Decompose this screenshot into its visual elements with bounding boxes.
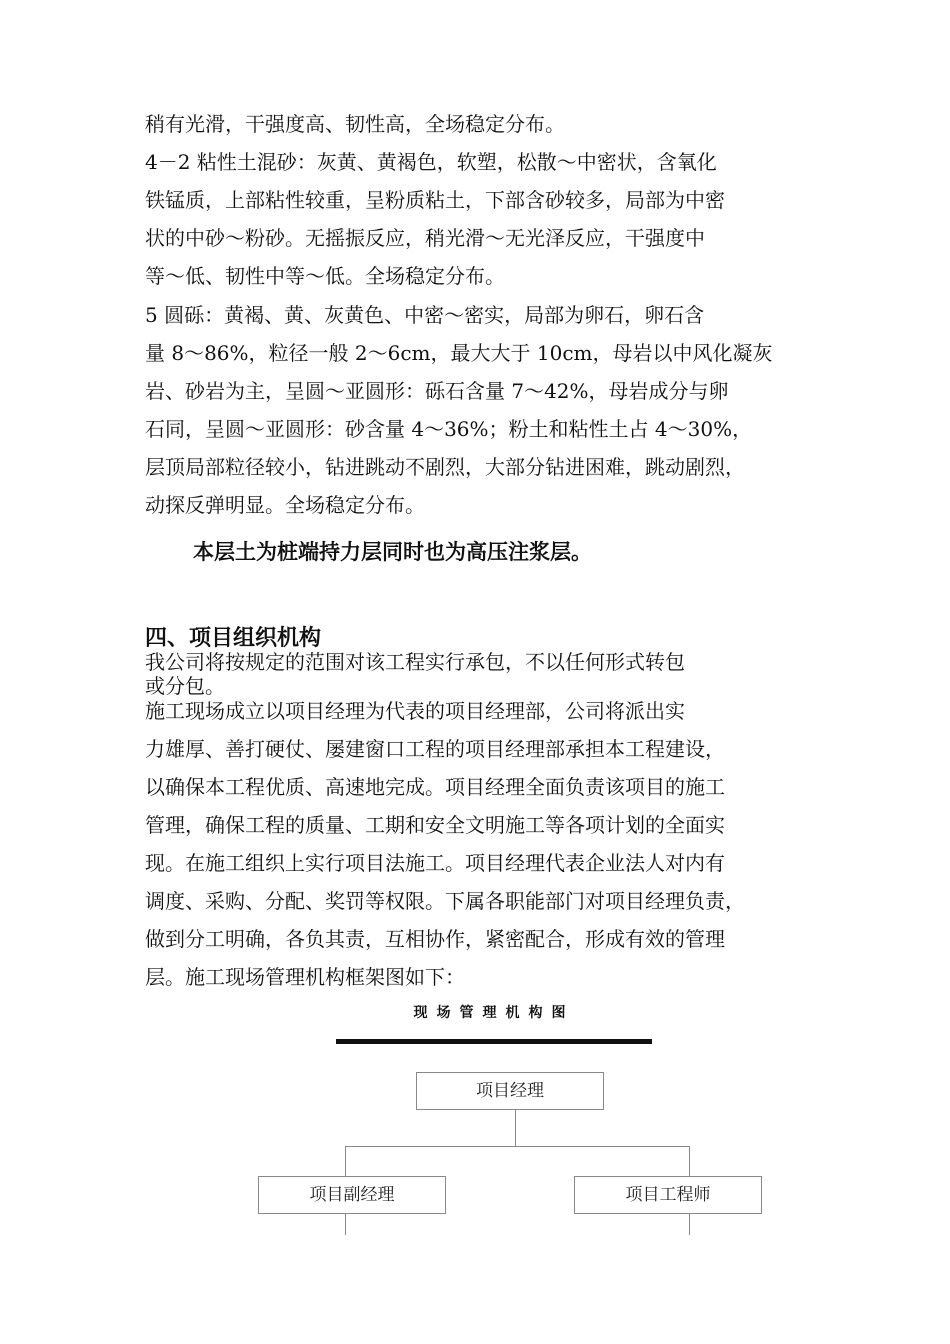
para-line: 我公司将按规定的范围对该工程实行承包，不以任何形式转包 (145, 650, 685, 674)
connector (345, 1146, 690, 1147)
para-line: 力雄厚、善打硬仗、屡建窗口工程的项目经理部承担本工程建设， (145, 737, 725, 761)
para-line: 管理，确保工程的质量、工期和安全文明施工等各项计划的全面实 (145, 813, 725, 837)
para-line: 5 圆砾：黄褐、黄、灰黄色、中密～密实，局部为卵石，卵石含 (145, 303, 705, 327)
para-line: 现。在施工组织上实行项目法施工。项目经理代表企业法人对内有 (145, 851, 725, 875)
para-line: 稍有光滑，干强度高、韧性高，全场稳定分布。 (145, 112, 565, 136)
para-line: 以确保本工程优质、高速地完成。项目经理全面负责该项目的施工 (145, 775, 725, 799)
org-chart-title: 现场管理机构图 (413, 1005, 575, 1021)
para-line: 施工现场成立以项目经理为代表的项目经理部，公司将派出实 (145, 699, 685, 723)
para-line: 量 8～86%，粒径一般 2～6cm，最大大于 10cm，母岩以中风化凝灰 (145, 341, 773, 365)
org-box-project-engineer: 项目工程师 (574, 1176, 762, 1214)
org-box-deputy-manager: 项目副经理 (258, 1176, 446, 1214)
section-heading: 四、项目组织机构 (145, 626, 322, 651)
para-line: 调度、采购、分配、奖罚等权限。下属各职能部门对项目经理负责， (145, 889, 745, 913)
para-line: 石同，呈圆～亚圆形：砂含量 4～36%；粉土和粘性土占 4～30%， (145, 417, 753, 441)
title-rule (336, 1039, 652, 1044)
bold-note: 本层土为桩端持力层同时也为高压注浆层。 (193, 540, 592, 564)
para-line: 做到分工明确，各负其责，互相协作，紧密配合，形成有效的管理 (145, 927, 725, 951)
org-box-project-manager: 项目经理 (416, 1072, 604, 1110)
para-line: 或分包。 (145, 674, 225, 698)
connector (345, 1213, 346, 1235)
para-line: 动探反弹明显。全场稳定分布。 (145, 493, 425, 517)
connector (515, 1109, 516, 1147)
para-line: 状的中砂～粉砂。无摇振反应，稍光滑～无光泽反应，干强度中 (145, 226, 705, 250)
para-line: 层顶局部粒径较小，钻进跳动不剧烈，大部分钻进困难，跳动剧烈， (145, 455, 745, 479)
para-line: 等～低、韧性中等～低。全场稳定分布。 (145, 264, 505, 288)
connector (345, 1146, 346, 1176)
connector (689, 1146, 690, 1176)
para-line: 铁锰质，上部粘性较重，呈粉质粘土，下部含砂较多，局部为中密 (145, 188, 725, 212)
para-line: 层。施工现场管理机构框架图如下： (145, 965, 465, 989)
connector (689, 1213, 690, 1235)
para-line: 4－2 粘性土混砂：灰黄、黄褐色，软塑，松散～中密状，含氧化 (145, 150, 717, 174)
para-line: 岩、砂岩为主，呈圆～亚圆形：砾石含量 7～42%，母岩成分与卵 (145, 379, 729, 403)
